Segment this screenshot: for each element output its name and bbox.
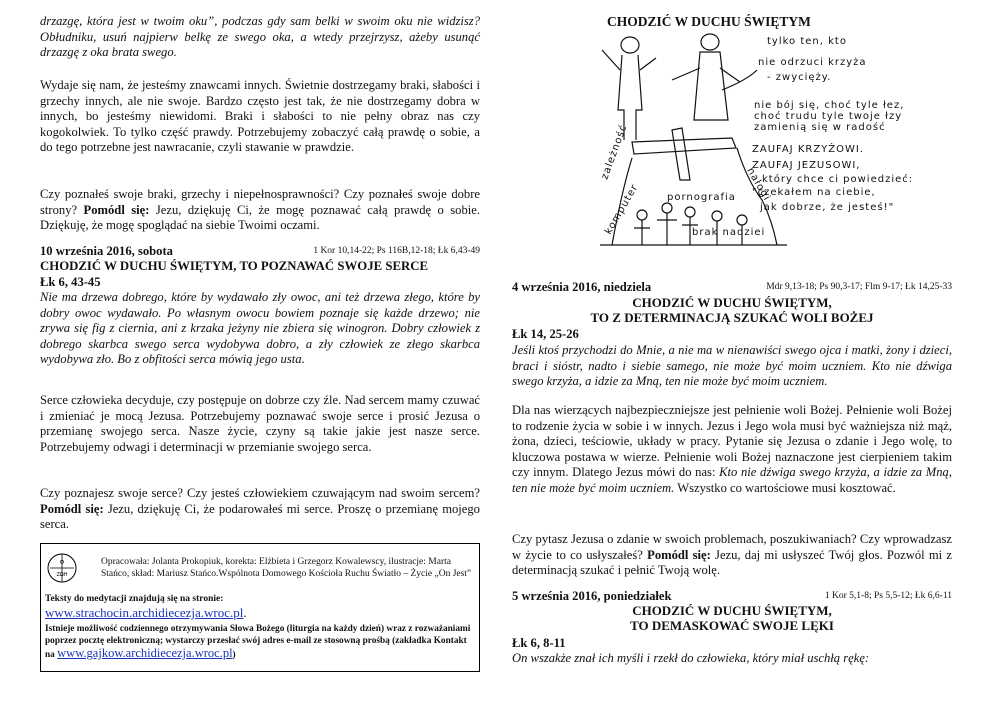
svg-text:nałogi: nałogi bbox=[744, 166, 773, 204]
section-heading: CHODZIĆ W DUCHU ŚWIĘTYM, TO Z DETERMINACJĄ SZUKAĆ WOLI BOŻEJ bbox=[590, 295, 874, 325]
section-heading: CHODZIĆ W DUCHU ŚWIĘTYM, TO POZNAWAĆ SWOJE SERCE bbox=[40, 259, 429, 273]
paragraph: Dla nas wierzących najbezpieczniejsze jest pełnienie woli Bożej. Pełnienie woli Bożej to rodzenie życia w sobie i w innych. Jezus i Jego wola musi być ważniejsza niż mąż, żona, dzieci, teściowie, układy w pracy. Pytanie się Jezusa o zdanie i Jego wolę, to kluczowa postawa w wierze. Pełnienie woli Bożej naznaczone jest cierpieniem takim czy innym. Dlatego Jezus mówi do nas: Kto nie dźwiga swego krzyża, a idzie za Mną, ten nie może być moim uczniem. Wszystko co wartościowe musi kosztować. bbox=[512, 403, 952, 495]
date-heading: 4 września 2016, niedziela bbox=[512, 280, 652, 294]
svg-text:komputer: komputer bbox=[603, 182, 641, 237]
subscribe-text: Istnieje możliwość codziennego otrzymywania Słowa Bożego (liturgia na każdy dzień) wraz z rozważaniami poprzez pocztę elektroniczną; wystarczy przesłać swój adres e-mail ze stosowną prośbą (zakładka Kontakt na www.gajkow.archidiecezja.wroc.pl) bbox=[45, 624, 471, 660]
svg-text:"czekałem na ciebie,: "czekałem na ciebie, bbox=[752, 187, 876, 198]
svg-text:ΖΩΗ: ΖΩΗ bbox=[56, 572, 68, 578]
pray-label: Pomódl się: bbox=[647, 547, 711, 562]
date-heading: 5 września 2016, poniedziałek bbox=[512, 589, 672, 603]
reading-refs: Mdr 9,13-18; Ps 90,3-17; Flm 9-17; Łk 14,25-33 bbox=[766, 282, 952, 292]
svg-text:ZAUFAJ JEZUSOWI,: ZAUFAJ JEZUSOWI, bbox=[752, 160, 861, 171]
footer-box bbox=[40, 543, 480, 672]
intro-quote: drzazgę, która jest w twoim oku”, podczas gdy sam belki w swoim oku nie widzisz? Obłudniku, usuń najpierw belkę ze swego oka, a wtedy przejrzysz, ażeby usunąć drzazgę z oka brata swego. bbox=[40, 14, 480, 59]
scripture-text: Jeśli ktoś przychodzi do Mnie, a nie ma w nienawiści swego ojca i matki, żony i dzieci, braci i sióstr, nadto i siebie samego, nie może być moim uczniem. Kto nie dźwiga swego krzyża, a idzie za Mną, ten nie może być moim uczniem. bbox=[512, 343, 952, 388]
paragraph: Czy poznałeś swoje braki, grzechy i niepełnosprawności? Czy poznałeś swoje dobre strony? Pomódl się: Jezu, dziękuję Ci, że mogę poznawać całą prawdę o sobie. Dziękuję, że mogę spoglądać na siebie Twoimi oczami. bbox=[40, 187, 480, 232]
scripture-ref: Łk 6, 43-45 bbox=[40, 275, 101, 289]
website-link-2[interactable]: www.gajkow.archidiecezja.wroc.pl bbox=[57, 646, 233, 660]
scripture-ref: Łk 6, 8-11 bbox=[512, 636, 566, 650]
scripture-text: Nie ma drzewa dobrego, które by wydawało zły owoc, ani też drzewa złego, które by dobry owoc wydawało. Po własnym owocu bowiem poznaje się każde drzewo; nie zrywa się fig z ciernia, ani z krzaka jeżyny nie zbiera się winogron. Dobry człowiek z dobrego skarbca swego serca wydobywa dobro, a zły człowiek ze złego skarbca wydobywa zło. Bo z obfitości serca mówią jego usta. bbox=[40, 290, 480, 366]
pray-label: Pomódl się: bbox=[83, 202, 150, 217]
svg-text:pornografia: pornografia bbox=[667, 192, 736, 203]
svg-text:jak dobrze, że jesteś!": jak dobrze, że jesteś!" bbox=[760, 202, 895, 213]
svg-text:który chce ci powiedzieć:: który chce ci powiedzieć: bbox=[762, 174, 914, 185]
paragraph: Wydaje się nam, że jesteśmy znawcami innych. Świetnie dostrzegamy braki, słabości i grzechy innych, ale nie swoje. Bardzo często jest tak, że nie dostrzegamy dobra w innych, bo jesteśmy niewidomi. Braki i słabości to nie pełny obraz nas czy kogokolwiek. To tylko część prawdy. Potrzebujemy zobaczyć całą prawdę o sobie, a do tego potrzebne jest nawracanie, czyli stawanie w prawdzie. bbox=[40, 78, 480, 154]
section-heading: CHODZIĆ W DUCHU ŚWIĘTYM, TO DEMASKOWAĆ SWOJE LĘKI bbox=[630, 603, 834, 633]
fos-zoe-logo-icon bbox=[47, 552, 77, 584]
page-title: CHODZIĆ W DUCHU ŚWIĘTYM bbox=[607, 14, 811, 29]
svg-text:tylko ten, kto: tylko ten, kto bbox=[767, 36, 847, 47]
scripture-text: On wszakże znał ich myśli i rzekł do człowieka, który miał uschłą rękę: bbox=[512, 651, 870, 665]
reading-refs: 1 Kor 10,14-22; Ps 116B,12-18; Łk 6,43-49 bbox=[313, 246, 480, 256]
svg-text:zamienią się w radość: zamienią się w radość bbox=[754, 122, 886, 133]
svg-text:brak nadziei: brak nadziei bbox=[692, 227, 766, 238]
svg-text:nie odrzuci krzyża: nie odrzuci krzyża bbox=[758, 57, 867, 68]
credits: Opracowała: Jolanta Prokopiuk, korekta: Elżbieta i Grzegorz Kowalewscy, ilustracje: Marta Stańco, skład: Mariusz Stańco.Wspólnota Domowego Kościoła Ruchu Światło – Życie „On Jest” bbox=[101, 557, 472, 579]
svg-text:- zwycięży.: - zwycięży. bbox=[767, 72, 832, 83]
svg-text:Φ: Φ bbox=[59, 559, 65, 566]
online-label: Teksty do medytacji znajdują się na stronie: bbox=[45, 594, 224, 604]
illustration-cross-figures bbox=[572, 30, 932, 275]
reading-refs: 1 Kor 5,1-8; Ps 5,5-12; Łk 6,6-11 bbox=[824, 591, 952, 601]
svg-text:nie bój się, choć tyle łez,: nie bój się, choć tyle łez, bbox=[754, 100, 905, 111]
scripture-ref: Łk 14, 25-26 bbox=[512, 327, 579, 341]
svg-text:zależność: zależność bbox=[599, 123, 630, 182]
paragraph: Czy poznajesz swoje serce? Czy jesteś człowiekiem czuwającym nad swoim sercem? Pomódl się: Jezu, dziękuję Ci, że podarowałeś mi serce. Proszę o przemianę mojego serca. bbox=[40, 486, 480, 531]
paragraph: Serce człowieka decyduje, czy postępuje on dobrze czy źle. Nad sercem mamy czuwać i zmieniać je mocą Jezusa. Potrzebujemy poznawać swoje serce i prosić Jezusa o przemianę swojego serca. Nasze życie, czyny są takie jakie jest nasze serce. Potrzebujemy odwagi i determinacji w przemianie swojego serca. bbox=[40, 393, 480, 454]
svg-text:ZAUFAJ KRZYŻOWI.: ZAUFAJ KRZYŻOWI. bbox=[752, 144, 865, 155]
paragraph: Czy pytasz Jezusa o zdanie w swoich problemach, poszukiwaniach? Czy wprowadzasz w życie to co usłyszałeś? Pomódl się: Jezu, daj mi usłyszeć Twój głos. Pozwól mi z determinacją szukać i pełnić Twoją wolę. bbox=[512, 532, 952, 577]
svg-text:choć trudu tyle twoje łzy: choć trudu tyle twoje łzy bbox=[754, 111, 903, 122]
date-heading: 10 września 2016, sobota bbox=[40, 244, 173, 258]
website-link-1[interactable]: www.strachocin.archidiecezja.wroc.pl. bbox=[45, 605, 247, 620]
pray-label: Pomódl się: bbox=[40, 501, 104, 516]
